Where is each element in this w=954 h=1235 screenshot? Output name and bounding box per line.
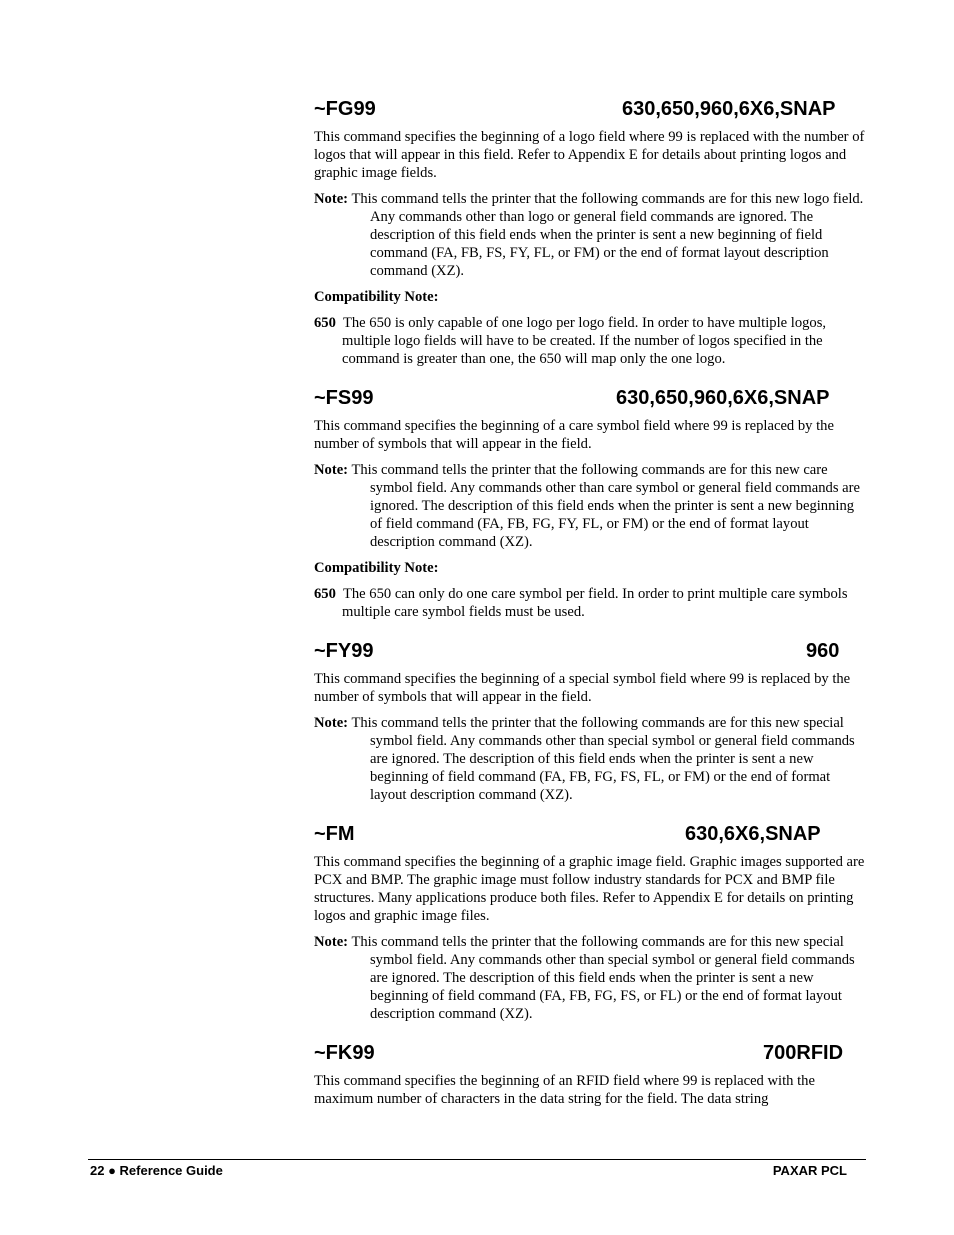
compatibility-model: 650 (314, 586, 336, 602)
section-fg99 (314, 96, 865, 368)
command-name: ~FY99 (314, 640, 374, 662)
command-description: This command specifies the beginning of an RFID field where 99 is replaced with the maximum number of characters in the data string for the field. The data string (314, 1073, 815, 1107)
compatibility-paragraph (314, 585, 865, 621)
command-description: This command specifies the beginning of a care symbol field where 99 is replaced by the number of symbols that will appear in the field. (314, 418, 834, 452)
page-content (314, 96, 865, 1116)
command-heading (314, 821, 865, 848)
supported-models: 630,650,960,6X6,SNAP (622, 98, 836, 120)
command-description: This command specifies the beginning of a logo field where 99 is replaced with the number of logos that will appear in this field. Refer to Appendix E for details about printing logos and graphic image fields. (314, 129, 865, 181)
command-description: This command specifies the beginning of a special symbol field where 99 is replaced by the number of symbols that will appear in the field. (314, 671, 851, 705)
note-paragraph (314, 714, 865, 804)
note-text: This command tells the printer that the following commands are for this new care symbol field. Any commands other than care symbol or general field commands are ignored. The description of this field ends when the printer is sent a new beginning of field command (FA, FB, FG, FY, FL, or FM) or the end of format layout description command (XZ). (351, 462, 860, 550)
compatibility-paragraph (314, 314, 865, 368)
command-heading (314, 1040, 865, 1067)
compatibility-text: The 650 can only do one care symbol per field. In order to print multiple care symbols multiple care symbol fields must be used. (342, 586, 848, 620)
section-fm (314, 821, 865, 1023)
compatibility-title: Compatibility Note: (314, 289, 439, 305)
note-paragraph (314, 190, 865, 280)
section-fy99 (314, 638, 865, 804)
command-name: ~FM (314, 823, 355, 845)
note-paragraph (314, 933, 865, 1023)
note-text: This command tells the printer that the following commands are for this new logo field. Any commands other than logo or general field commands are ignored. The description of this field ends when the printer is sent a new beginning of field command (FA, FB, FS, FY, FL, or FM) or the end of format layout description command (XZ). (351, 191, 864, 279)
note-label: Note: (314, 934, 349, 950)
command-name: ~FS99 (314, 387, 374, 409)
supported-models: 960 (806, 640, 840, 662)
footer-product-name: PAXAR PCL (772, 1163, 847, 1178)
footer-divider (88, 1159, 866, 1160)
command-name: ~FK99 (314, 1042, 375, 1064)
section-fk99 (314, 1040, 865, 1108)
command-name: ~FG99 (314, 98, 376, 120)
section-fs99 (314, 385, 865, 621)
command-heading (314, 638, 865, 665)
supported-models: 700RFID (763, 1042, 844, 1064)
note-label: Note: (314, 715, 349, 731)
note-text: This command tells the printer that the following commands are for this new special symbol field. Any commands other than special symbol or general field commands are ignored. The description of this field ends when the printer is sent a new beginning of field command (FA, FB, FG, FS, FL, or FM) or the end of format layout description command (XZ). (351, 715, 855, 803)
supported-models: 630,6X6,SNAP (685, 823, 821, 845)
compatibility-title: Compatibility Note: (314, 560, 439, 576)
note-paragraph (314, 461, 865, 551)
command-heading (314, 385, 865, 412)
footer-page-info: 22 ● Reference Guide (90, 1163, 223, 1178)
compatibility-text: The 650 is only capable of one logo per logo field. In order to have multiple logos, multiple logo fields will have to be created. If the number of logos specified in the command is greater than one, the 650 will map only the one logo. (342, 315, 827, 367)
note-label: Note: (314, 462, 349, 478)
command-description: This command specifies the beginning of a graphic image field. Graphic images supported are PCX and BMP. The graphic image must follow industry standards for PCX and BMP file structures. Many applications produce both files. Refer to Appendix E for details on printing logos and graphic image files. (314, 854, 865, 924)
note-label: Note: (314, 191, 349, 207)
supported-models: 630,650,960,6X6,SNAP (616, 387, 830, 409)
command-heading (314, 96, 865, 123)
compatibility-model: 650 (314, 315, 336, 331)
note-text: This command tells the printer that the following commands are for this new special symbol field. Any commands other than special symbol or general field commands are ignored. The description of this field ends when the printer is sent a new beginning of field command (FA, FB, FG, FS, or FL) or the end of format layout description command (XZ). (351, 934, 855, 1022)
